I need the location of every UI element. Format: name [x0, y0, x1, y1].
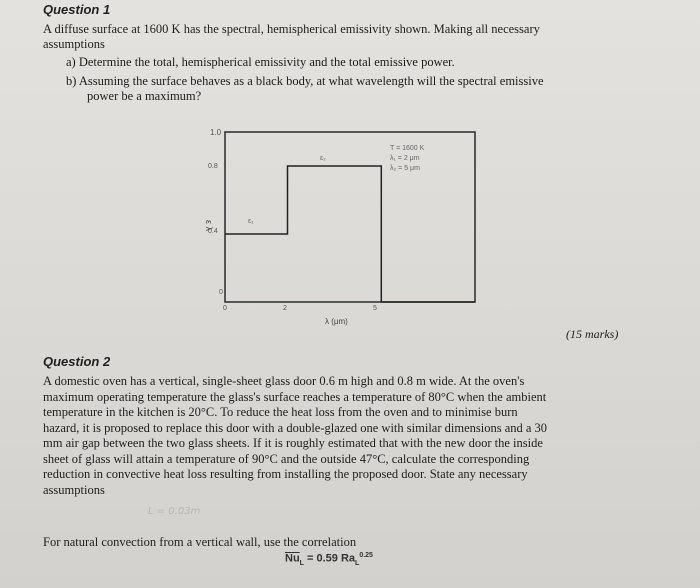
ra-subscript: L	[355, 559, 360, 567]
question2-line: hazard, it is proposed to replace this door with a double-glazed one with similar dimensions and a 30	[43, 420, 548, 435]
question1-part-a: a) Determine the total, hemispherical emissivity and the total emissive power.	[66, 55, 455, 69]
question1-marks: (15 marks)	[566, 327, 619, 341]
question1-heading: Question 1	[43, 2, 111, 17]
y-tick-label: 1.0	[210, 128, 222, 137]
y-tick-label: 0.4	[208, 228, 218, 235]
question2-line: reduction in convective heat loss resulting from installing the proposed door. State any necessary	[43, 467, 528, 481]
question2-line: sheet of glass will attain a temperature of 90°C and the outside 47°C, calculate the corresponding	[43, 451, 530, 466]
question2-line: temperature in the kitchen is 20°C. To reduce the heat loss from the oven and to minimise burn	[43, 405, 518, 419]
correlation-formula	[285, 552, 373, 567]
question1-part-b-line1: b) Assuming the surface behaves as a black body, at what wavelength will the spectral emissive	[66, 74, 544, 88]
legend-temperature: T = 1600 K	[390, 145, 425, 152]
epsilon2-label: ε₂	[320, 155, 326, 162]
y-tick-label: 0	[219, 289, 223, 296]
handwritten-note: L = 0.03m	[148, 506, 201, 517]
question1-intro-line2: assumptions	[43, 37, 105, 51]
y-axis-label: ε λ	[204, 220, 214, 232]
legend-lambda1: λ₁ = 2 μm	[390, 155, 420, 162]
emissivity-curve	[225, 166, 475, 302]
formula-rhs: = 0.59 Ra	[303, 552, 356, 565]
x-tick-label: 2	[283, 305, 287, 312]
correlation-label: For natural convection from a vertical wall, use the correlation	[43, 535, 357, 549]
emissivity-chart	[190, 120, 490, 330]
question2-line: assumptions	[43, 482, 105, 497]
chart-frame	[225, 132, 475, 302]
question2-line: maximum operating temperature the glass's surface reaches a temperature of 80°C when the ambient	[43, 389, 547, 404]
nu-symbol: $\overline{Nu}$	[285, 552, 300, 565]
legend-lambda2: λ₂ = 5 μm	[390, 165, 420, 172]
question1-part-b-line2: power be a maximum?	[87, 89, 202, 103]
ra-exponent: 0.25	[359, 552, 373, 559]
nu-subscript: L	[299, 559, 304, 567]
y-tick-label: 0.8	[208, 163, 218, 170]
question2-line: mm air gap between the two glass sheets. If it is roughly estimated that with the new door the inside	[43, 436, 543, 450]
x-tick-label: 5	[373, 305, 377, 312]
question1-intro-line1: A diffuse surface at 1600 K has the spectral, hemispherical emissivity shown. Making all necessary	[43, 22, 540, 36]
x-axis-label: λ (μm)	[325, 317, 348, 326]
epsilon1-label: ε₁	[248, 218, 254, 225]
question2-line: A domestic oven has a vertical, single-sheet glass door 0.6 m high and 0.8 m wide. At the oven's	[43, 374, 525, 388]
question2-heading: Question 2	[43, 354, 111, 369]
x-tick-label: 0	[223, 305, 227, 312]
